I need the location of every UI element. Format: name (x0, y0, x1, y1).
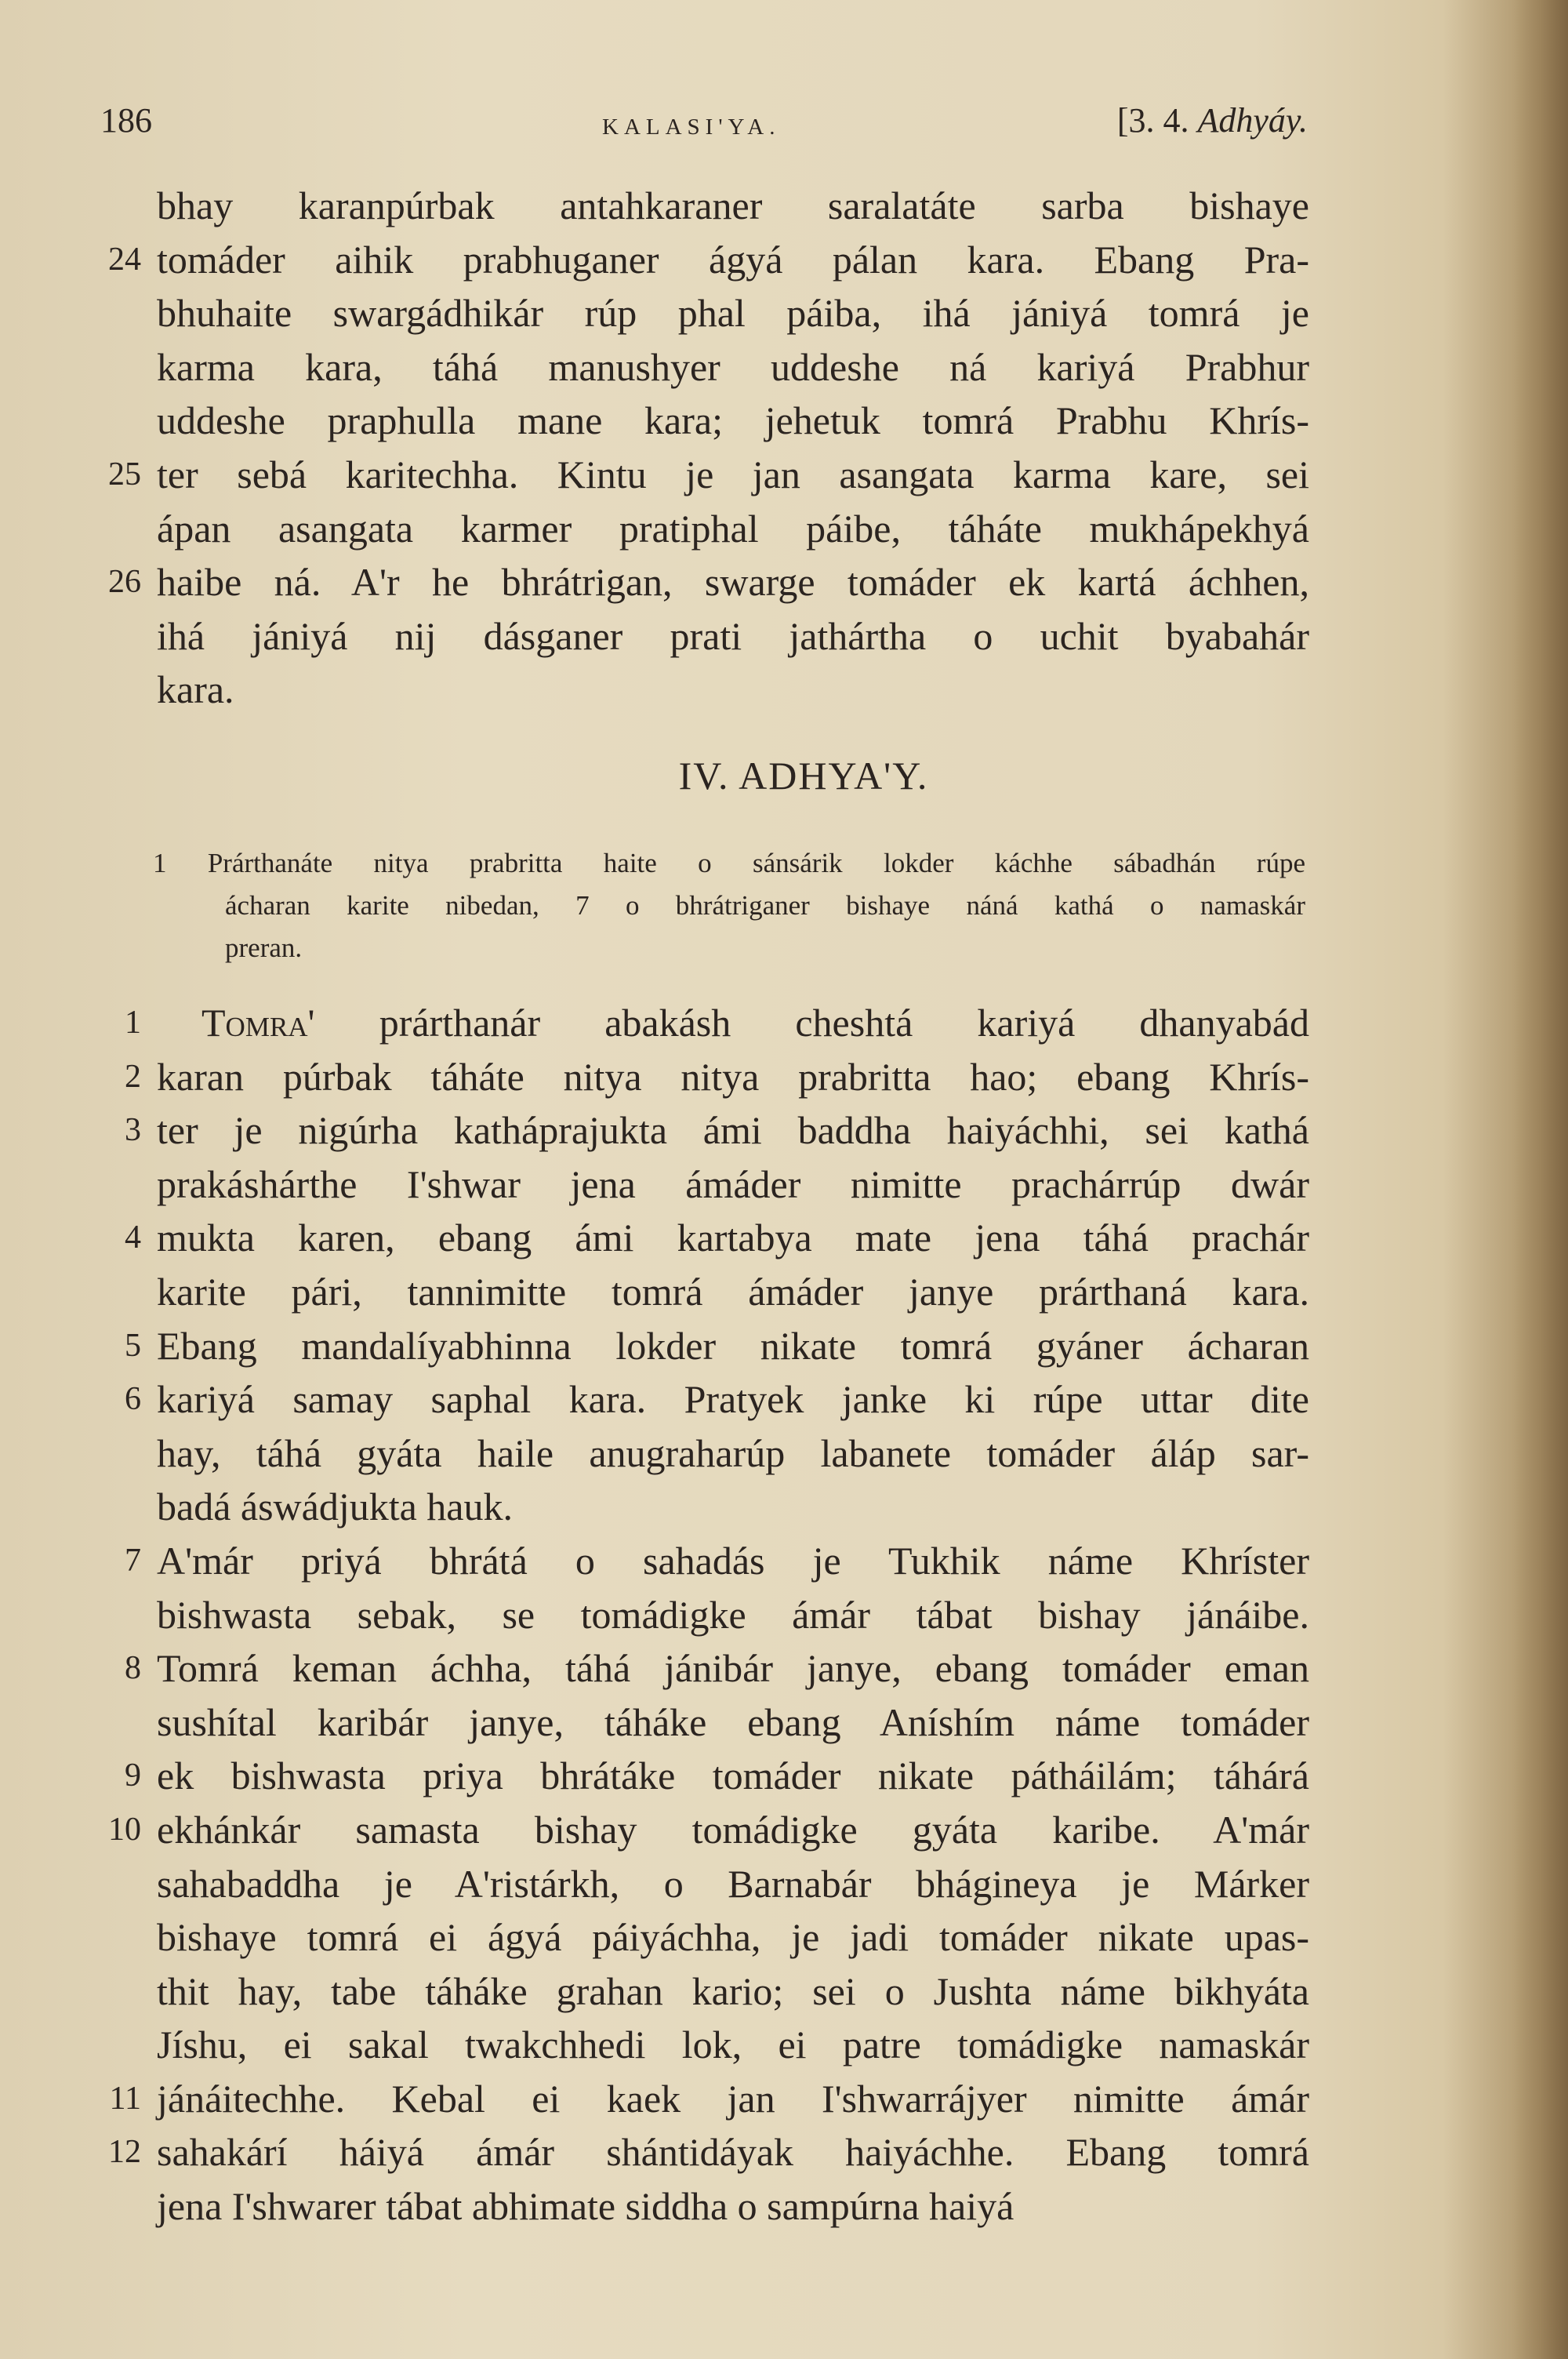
text-line (63, 1910, 1309, 1965)
verse-number: 2 (125, 1058, 141, 1095)
line-text: kariyá samay saphal kara. Pratyek janke ki rúpe uttar dite (157, 1377, 1309, 1422)
line-text: jena I'shwarer tábat abhimate siddha o sampúrna haiyá (157, 2184, 1014, 2229)
line-text: haibe ná. A'r he bhrátrigan, swarge tomáder ek kartá áchhen, (157, 560, 1309, 605)
line-text: ekhánkár samasta bishay tomádigke gyáta karibe. A'már (157, 1807, 1309, 1852)
text-line (63, 1372, 1309, 1427)
text-line (63, 2179, 1309, 2234)
line-text: ter sebá karitechha. Kintu je jan asangata karma kare, sei (157, 452, 1309, 496)
text-line (63, 1211, 1309, 1265)
verse-number: 5 (125, 1327, 141, 1364)
line-text: sahabaddha je A'ristárkh, o Barnabár bhágineya je Márker (157, 1861, 1309, 1906)
line-text: karite pári, tannimitte tomrá ámáder janye prárthaná kara. (157, 1269, 1309, 1314)
text-line (63, 1641, 1309, 1696)
text-line (63, 1427, 1309, 1481)
text-line (63, 1696, 1309, 1750)
opening-word: Tomra' (201, 1001, 315, 1045)
line-text: bishwasta sebak, se tomádigke ámár tábat bishay jánáibe. (157, 1592, 1309, 1637)
verse-number: 4 (125, 1219, 141, 1256)
line-text: jánáitechhe. Kebal ei kaek jan I'shwarrájyer nimitte ámár (157, 2076, 1309, 2121)
text-line (63, 1319, 1309, 1373)
verse-number: 3 (125, 1112, 141, 1149)
text-line (63, 394, 1309, 448)
line-text: karan púrbak táháte nitya nitya prabritta hao; ebang Khrís- (157, 1054, 1309, 1099)
line-text (157, 996, 1309, 1050)
text-block-chapter-3 (63, 179, 1309, 717)
verse-number: 24 (108, 241, 141, 278)
text-line (63, 1965, 1309, 2019)
line-text: mukta karen, ebang ámi kartabya mate jena táhá prachár (157, 1216, 1309, 1260)
text-line (63, 1050, 1309, 1104)
line-text: sushítal karibár janye, táháke ebang Aníshím náme tomáder (157, 1699, 1309, 1744)
text-line (63, 1103, 1309, 1158)
summary-line: 1 Prárthanáte nitya prabritta haite o sánsárik lokder káchhe sábadhán rúpe (153, 848, 1305, 878)
text-line (63, 663, 1309, 717)
chapter-ref-bracket: [3. 4. (1116, 101, 1189, 140)
text-line (63, 1534, 1309, 1588)
summary-line: preran. (225, 932, 303, 963)
text-line (63, 996, 1309, 1050)
text-line (63, 179, 1309, 233)
line-text: tomáder aihik prabhuganer ágyá pálan kara. Ebang Pra- (157, 237, 1309, 282)
chapter-ref-word: Adhyáy. (1197, 101, 1308, 140)
text-line (63, 2125, 1309, 2179)
verse-number: 9 (125, 1757, 141, 1794)
summary-line: ácharan karite nibedan, 7 o bhrátriganer bishaye náná kathá o namaskár (225, 890, 1305, 921)
line-text: uddeshe praphulla mane kara; jehetuk tomrá Prabhu Khrís- (157, 398, 1309, 443)
text-line (63, 609, 1309, 663)
verse-number: 6 (125, 1381, 141, 1418)
line-text: kara. (157, 667, 234, 712)
text-line (63, 1857, 1309, 1911)
verse-number: 11 (109, 2080, 141, 2117)
text-line (63, 286, 1309, 340)
text-line (63, 1749, 1309, 1803)
text-block-chapter-4 (63, 996, 1309, 2234)
text-line (63, 233, 1309, 287)
chapter-summary (153, 842, 1305, 969)
text-line (63, 1803, 1309, 1857)
verse-number: 25 (108, 456, 141, 493)
text-line (63, 2072, 1309, 2126)
text-line (63, 555, 1309, 609)
chapter-reference (1117, 100, 1308, 140)
line-text: badá áswádjukta hauk. (157, 1485, 514, 1529)
verse-number: 10 (108, 1811, 141, 1848)
line-text: ter je nigúrha katháprajukta ámi baddha haiyáchhi, sei kathá (157, 1108, 1309, 1153)
line-text: Tomrá keman áchha, táhá jánibár janye, ebang tomáder eman (157, 1646, 1309, 1691)
verse-number: 26 (108, 564, 141, 601)
page-number: 186 (100, 101, 152, 140)
line-text: Ebang mandalíyabhinna lokder nikate tomrá gyáner ácharan (157, 1323, 1309, 1368)
line-text-rest: prárthanár abakásh cheshtá kariyá dhanyabád (379, 1001, 1309, 1045)
text-line (63, 502, 1309, 556)
page-header (100, 100, 1308, 155)
line-text: A'már priyá bhrátá o sahadás je Tukhik náme Khríster (157, 1538, 1309, 1583)
text-line (63, 340, 1309, 394)
line-text: ápan asangata karmer pratiphal páibe, táháte mukhápekhyá (157, 506, 1309, 551)
line-text: karma kara, táhá manushyer uddeshe ná kariyá Prabhur (157, 344, 1309, 389)
line-text: thit hay, tabe táháke grahan kario; sei o Jushta náme bikhyáta (157, 1968, 1309, 2013)
text-line (63, 1158, 1309, 1212)
verse-number: 1 (125, 1005, 141, 1041)
line-text: hay, táhá gyáta haile anugraharúp labanete tomáder áláp sar- (157, 1430, 1309, 1475)
verse-number: 12 (108, 2134, 141, 2171)
verse-number: 7 (125, 1542, 141, 1579)
text-line (63, 1265, 1309, 1319)
line-text: bhay karanpúrbak antahkaraner saralatáte sarba bishaye (157, 184, 1309, 227)
page-edge-shadow (1513, 0, 1568, 2359)
running-title: KALASI'YA. (602, 114, 781, 140)
verse-number: 8 (125, 1650, 141, 1687)
line-text: bhuhaite swargádhikár rúp phal páiba, ihá jániyá tomrá je (157, 291, 1309, 336)
line-text: ihá jániyá nij dásganer prati jathártha o uchit byabahár (157, 613, 1309, 658)
line-text: Jíshu, ei sakal twakchhedi lok, ei patre tomádigke namaskár (157, 2023, 1309, 2067)
line-text: sahakárí háiyá ámár shántidáyak haiyáchhe. Ebang tomrá (157, 2130, 1309, 2175)
line-text: ek bishwasta priya bhrátáke tomáder nikate pátháilám; táhárá (157, 1754, 1309, 1798)
text-line (63, 448, 1309, 502)
line-text: bishaye tomrá ei ágyá páiyáchha, je jadi tomáder nikate upas- (157, 1915, 1309, 1960)
text-line (63, 1480, 1309, 1534)
line-text: prakáshárthe I'shwar jena ámáder nimitte prachárrúp dwár (157, 1161, 1309, 1206)
chapter-heading: IV. ADHYA'Y. (678, 754, 929, 798)
text-line (63, 2018, 1309, 2072)
text-line (63, 1588, 1309, 1642)
